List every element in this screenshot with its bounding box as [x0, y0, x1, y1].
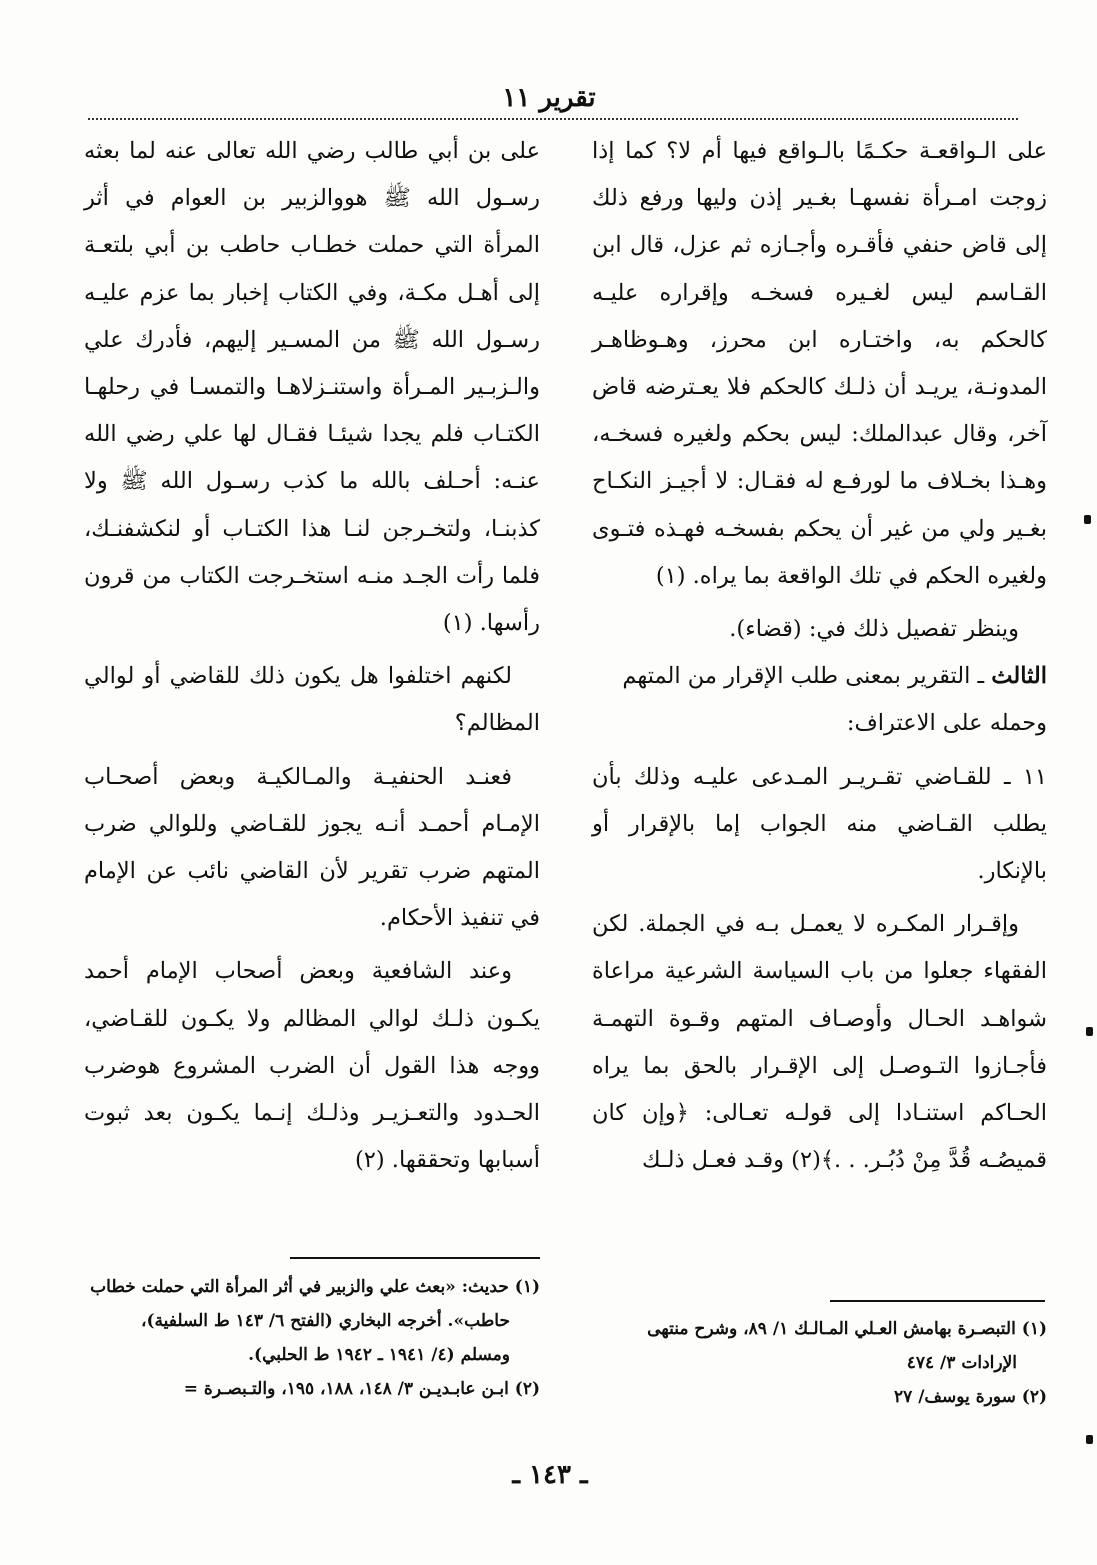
margin-mark: [1084, 515, 1091, 524]
footnote: (٢) ابـن عابـديـن ٣/ ١٤٨، ١٨٨، ١٩٥، والتـبصـرة =: [183, 1379, 540, 1399]
footnote: (١) حديث: «بعث علي والزبير في أثر المرأة التي حملت خطاب: [90, 1277, 540, 1297]
paragraph: وحمله على الاعتراف:: [846, 710, 1047, 737]
section-heading: [592, 653, 1047, 700]
header-dotted-rule: [88, 118, 1018, 120]
paragraph: وإقـرار المكـره لا يعمـل بـه في الجملة. لكن الفقهاء جعلوا من باب السياسة الشرعية مراعاة شواهـد الحـال وأوصـاف المتهم وقـوة التهمـة فأجـازوا التـوصـل إلى الإقـرار بالحق بما يراه الحـاكم استنـادا إلى قولـه تعـالى: ﴿وإن كان قميصُـه قُدَّ مِنْ دُبُـر. . .﴾(٢) وقـد فعـل ذلـك: [592, 911, 1047, 1174]
footnote-separator: [830, 1300, 1045, 1302]
footnote-continuation: حاطب». أخرجه البخاري (الفتح ٦/ ١٤٣ ط السلفية)،: [140, 1311, 510, 1331]
running-title: تقرير ١١: [502, 83, 596, 113]
paragraph: ١١ ـ للقـاضي تقـريـر المـدعى عليـه وذلك بأن يطلب القـاضي منه الجواب إما بالإقرار أو بالإنكار.: [592, 763, 1047, 885]
footnote: (١) التبصـرة بهامش العـلي المـالـك ١/ ٨٩، وشرح منتهى: [647, 1319, 1047, 1339]
paragraph: على بن أبي طالب رضي الله تعالى عنه لما بعثه رسـول الله ﷺ هووالزبير بن العوام في أثر المرأة التي حملت خطـاب حاطب بن أبي بلتعـة إلى أهـل مكـة، وفي الكتاب إخبار بما عزم عليـه رسـول الله ﷺ من المسـير إليهم، فأدرك علي والـزبـير المـرأة واستنـزلاهـا والتمسـا في رحلهـا الكتـاب فلم يجدا شيئـا فقـال لها علي رضي الله عنـه: أحـلف بالله ما كذب رسـول الله ﷺ ولا كذبنـا، ولتخـرجن لنـا هذا الكتـاب أو لنكشفنـك، فلما رأت الجـد منـه استخـرجت الكتاب من قرون رأسها. (١): [84, 138, 540, 637]
section-heading-label: الثالث: [991, 663, 1047, 690]
page-header: [70, 78, 1028, 118]
footnote-continuation: ومسلم (٤/ ١٩٤١ ـ ١٩٤٢ ط الحلبي).: [248, 1345, 510, 1365]
footnotes-right: [592, 1312, 1047, 1414]
left-column: [84, 128, 540, 1184]
paragraph: وعند الشافعية وبعض أصحاب الإمام أحمد يكـون ذلـك لوالي المظالم ولا يكـون للقـاضي، ووجه هذا القول أن الضرب المشروع هوضرب الحـدود والتعـزيـر وذلـك إنـما يكـون بعد ثبوت أسبابها وتحققها. (٢): [84, 958, 540, 1174]
margin-mark: [1086, 1027, 1093, 1036]
paragraph: وينظر تفصيل ذلك في: (قضاء).: [729, 616, 1019, 643]
right-column: [592, 128, 1047, 1184]
page-number: ـ ١٤٣ ـ: [512, 1460, 588, 1490]
section-heading-text: ـ التقرير بمعنى طلب الإقرار من المتهم: [622, 663, 992, 690]
footnotes-left: [84, 1270, 540, 1406]
paragraph: لكنهم اختلفوا هل يكون ذلك للقاضي أو لوالي المظالم؟: [84, 663, 540, 737]
footnote: (٢) سورة يوسف/ ٢٧: [894, 1387, 1047, 1407]
paragraph: على الـواقعـة حكـمًا بالـواقع فيها أم لا؟ كما إذا زوجت امـرأة نفسهـا بغـير إذن وليها ورفع ذلك إلى قاض حنفي فأقـره وأجـازه ثم عزل، قال ابن القـاسم ليس لغـيره فسخـه وإقراره عليـه كالحكم به، واختـاره ابن محرز، وهـوظاهـر المدونـة، يريـد أن ذلـك كالحكم فلا يعـترضه قاض آخر، وقال عبدالملك: ليس بحكم ولغيره فسخـه، وهـذا بخـلاف ما لورفـع له فقـال: لا أجيـز النكـاح بغـير ولي من غير أن يحكم بفسخـه فهـذه فتـوى ولغيره الحكم في تلك الواقعة بما يراه. (١): [592, 138, 1047, 589]
margin-mark: [1086, 1435, 1093, 1444]
footnote-separator: [290, 1257, 540, 1259]
footnote-continuation: الإرادات ٣/ ٤٧٤: [906, 1353, 1017, 1373]
paragraph: فعنـد الحنفيـة والمـالكيـة وبعض أصحـاب الإمـام أحمـد أنـه يجوز للقـاضي وللوالي ضرب المتهم ضرب تقرير لأن القاضي نائب عن الإمام في تنفيذ الأحكام.: [84, 763, 540, 932]
